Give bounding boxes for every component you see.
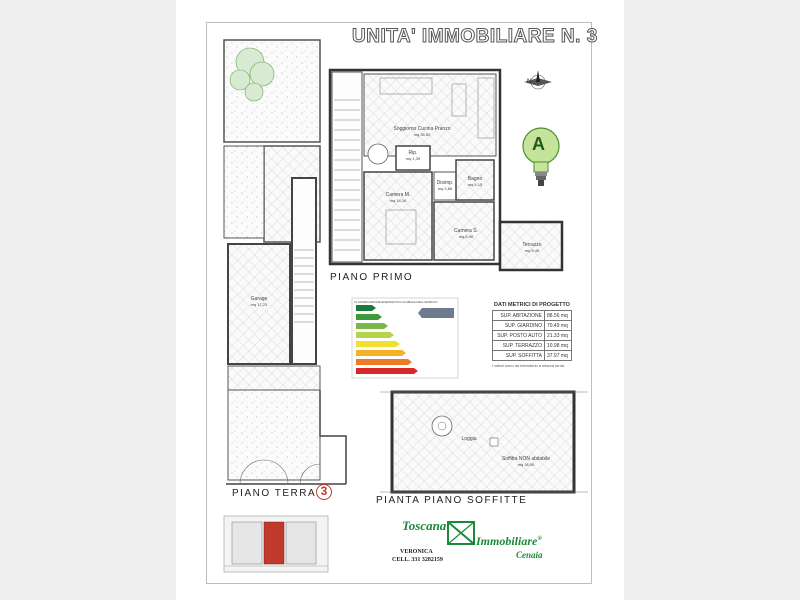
table-row: SUP. POSTO AUTO 21.33 mq bbox=[493, 331, 572, 341]
table-row: SUP. SOFFITTA 37.97 mq bbox=[493, 351, 572, 361]
piano-primo-plan bbox=[330, 70, 562, 270]
table-row: SUP. TERRAZZO 10.98 mq bbox=[493, 341, 572, 351]
room-disimp: Disimp. mq 3,86 bbox=[436, 180, 454, 191]
brand-name-line1: Toscana bbox=[402, 518, 447, 533]
room-bagno: Bagno mq 4,15 bbox=[467, 176, 483, 187]
soffitte-plan bbox=[380, 392, 588, 492]
room-garage: Garage mq 17,23 bbox=[250, 296, 268, 307]
brand-registered-mark: ® bbox=[537, 536, 542, 542]
table-row: SUP. ABITAZIONE 88.56 mq bbox=[493, 311, 572, 321]
room-camera-s: Camera S. mq 8,96 bbox=[454, 228, 478, 239]
table-row: SUP. GIARDINO 70.49 mq bbox=[493, 321, 572, 331]
dati-metrici-table bbox=[492, 310, 572, 361]
dati-metrici-panel bbox=[492, 302, 572, 368]
room-soffitta: Soffitta NON abitabile mq 38,00 bbox=[502, 456, 550, 467]
contact-name: VERONICA bbox=[400, 549, 433, 555]
room-rip: Rip. mq 1,39 bbox=[405, 150, 421, 161]
dati-metrici-note: I valori sono da intendersi a misura lorda bbox=[492, 363, 565, 368]
unit-marker-badge: 3 bbox=[316, 484, 332, 500]
dati-metrici-heading: DATI METRICI DI PROGETTO bbox=[494, 302, 570, 308]
floor-label-terra: PIANO TERRA bbox=[232, 488, 317, 499]
brand-logo-mark bbox=[448, 522, 474, 544]
floor-label-soffitte: PIANTA PIANO SOFFITTE bbox=[376, 495, 528, 506]
brand-name-line2: Immobiliare® bbox=[476, 534, 542, 548]
piano-terra-plan bbox=[224, 40, 346, 484]
room-camera-m: Camera M. mq 14,16 bbox=[385, 192, 411, 203]
location-map bbox=[224, 516, 328, 572]
energy-chart-title: CLASSIFICAZIONE ENERGETICA GLOBALE DELL'EDIFICIO bbox=[354, 300, 438, 304]
room-soggiorno: Soggiorno Cucina Pranzo mq 35,52 bbox=[393, 126, 451, 137]
floor-label-primo: PIANO PRIMO bbox=[330, 272, 414, 283]
energy-classification-chart bbox=[352, 298, 458, 378]
room-loggia: Loggia bbox=[461, 436, 477, 442]
page-title: UNITA' IMMOBILIARE N. 3 bbox=[352, 26, 598, 47]
room-terrazzo: Terrazzo mq 9,45 bbox=[522, 242, 542, 253]
brand-name-line3: Cenaia bbox=[516, 550, 543, 560]
compass-north-label: N bbox=[527, 79, 532, 85]
energy-class-label: A bbox=[532, 134, 545, 154]
contact-phone: CELL. 331 3282159 bbox=[392, 557, 443, 563]
